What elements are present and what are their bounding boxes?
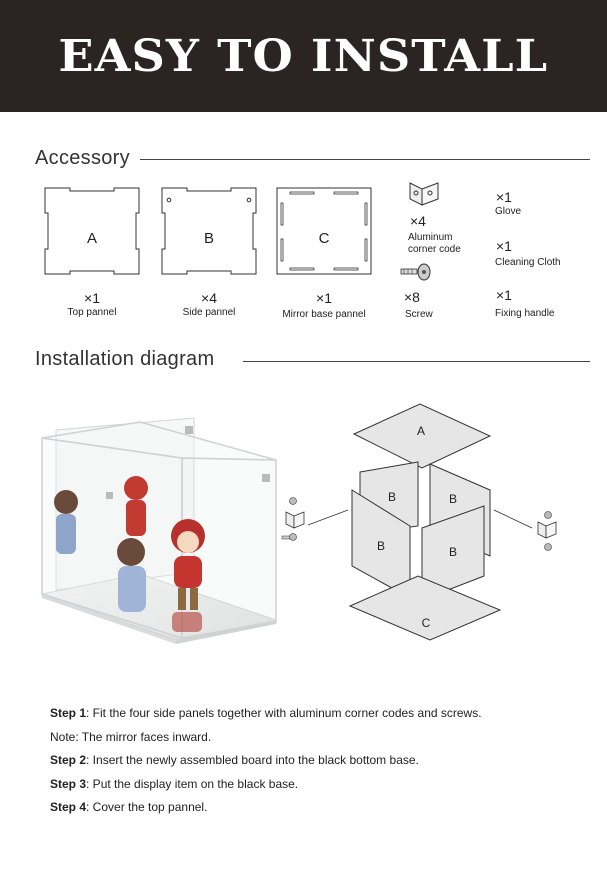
installation-steps xyxy=(50,706,580,824)
diagram-label-side-front-right: B xyxy=(448,545,457,559)
diagram-label-base: C xyxy=(421,616,431,630)
side-panel-caption: Side pannel xyxy=(182,307,236,318)
display-case-photo xyxy=(36,412,282,644)
corner-code-qty: ×4 xyxy=(410,213,426,229)
step-1-text: : Fit the four side panels together with aluminum corner codes and screws. xyxy=(86,706,482,720)
top-panel-caption: Top pannel xyxy=(67,307,117,318)
corner-code-caption-line1: Aluminum xyxy=(408,232,453,243)
fixing-handle-qty: ×1 xyxy=(496,287,512,303)
mirror-base-panel-letter: C xyxy=(318,230,330,247)
accessory-title: Accessory xyxy=(35,147,140,170)
fixing-handle-caption: Fixing handle xyxy=(495,308,555,319)
step-4 xyxy=(50,800,580,814)
side-panel-letter: B xyxy=(203,230,214,247)
screw-qty: ×8 xyxy=(404,289,420,305)
step-1-label: Step 1 xyxy=(50,706,87,720)
step-3-text: : Put the display item on the black base. xyxy=(86,776,299,791)
top-panel-qty: ×1 xyxy=(84,290,100,306)
corner-code-caption-line2: corner code xyxy=(408,244,461,255)
glove-caption: Glove xyxy=(495,206,522,217)
step-2 xyxy=(50,753,580,767)
corner-code-icon xyxy=(408,181,442,211)
step-2-text: : Insert the newly assembled board into the black bottom base. xyxy=(86,753,419,768)
cleaning-cloth-qty: ×1 xyxy=(496,238,512,254)
diagram-label-top: A xyxy=(416,424,425,438)
installation-divider xyxy=(243,361,590,362)
installation-title: Installation diagram xyxy=(35,348,224,371)
step-4-text: : Cover the top pannel. xyxy=(86,800,208,815)
diagram-label-side-front-left: B xyxy=(376,539,385,553)
side-panel-qty: ×4 xyxy=(201,290,217,306)
step-note xyxy=(50,730,580,744)
glove-qty: ×1 xyxy=(496,189,512,205)
step-3-label: Step 3 xyxy=(50,776,87,791)
step-4-label: Step 4 xyxy=(50,800,87,815)
step-2-label: Step 2 xyxy=(50,753,87,768)
mirror-base-panel-caption: Mirror base pannel xyxy=(282,309,366,320)
cleaning-cloth-caption: Cleaning Cloth xyxy=(495,257,561,268)
top-panel-letter: A xyxy=(86,230,97,247)
screw-icon xyxy=(400,262,436,282)
header-banner xyxy=(0,0,607,112)
diagram-label-side-back-left: B xyxy=(387,490,396,504)
step-3 xyxy=(50,777,580,791)
diagram-label-side-back-right: B xyxy=(448,492,457,506)
page-title: EASY TO INSTALL xyxy=(58,30,549,82)
mirror-base-panel-qty: ×1 xyxy=(316,290,332,306)
screw-caption: Screw xyxy=(405,309,433,320)
step-1 xyxy=(50,706,580,720)
step-note-text: Note: The mirror faces inward. xyxy=(50,729,212,744)
